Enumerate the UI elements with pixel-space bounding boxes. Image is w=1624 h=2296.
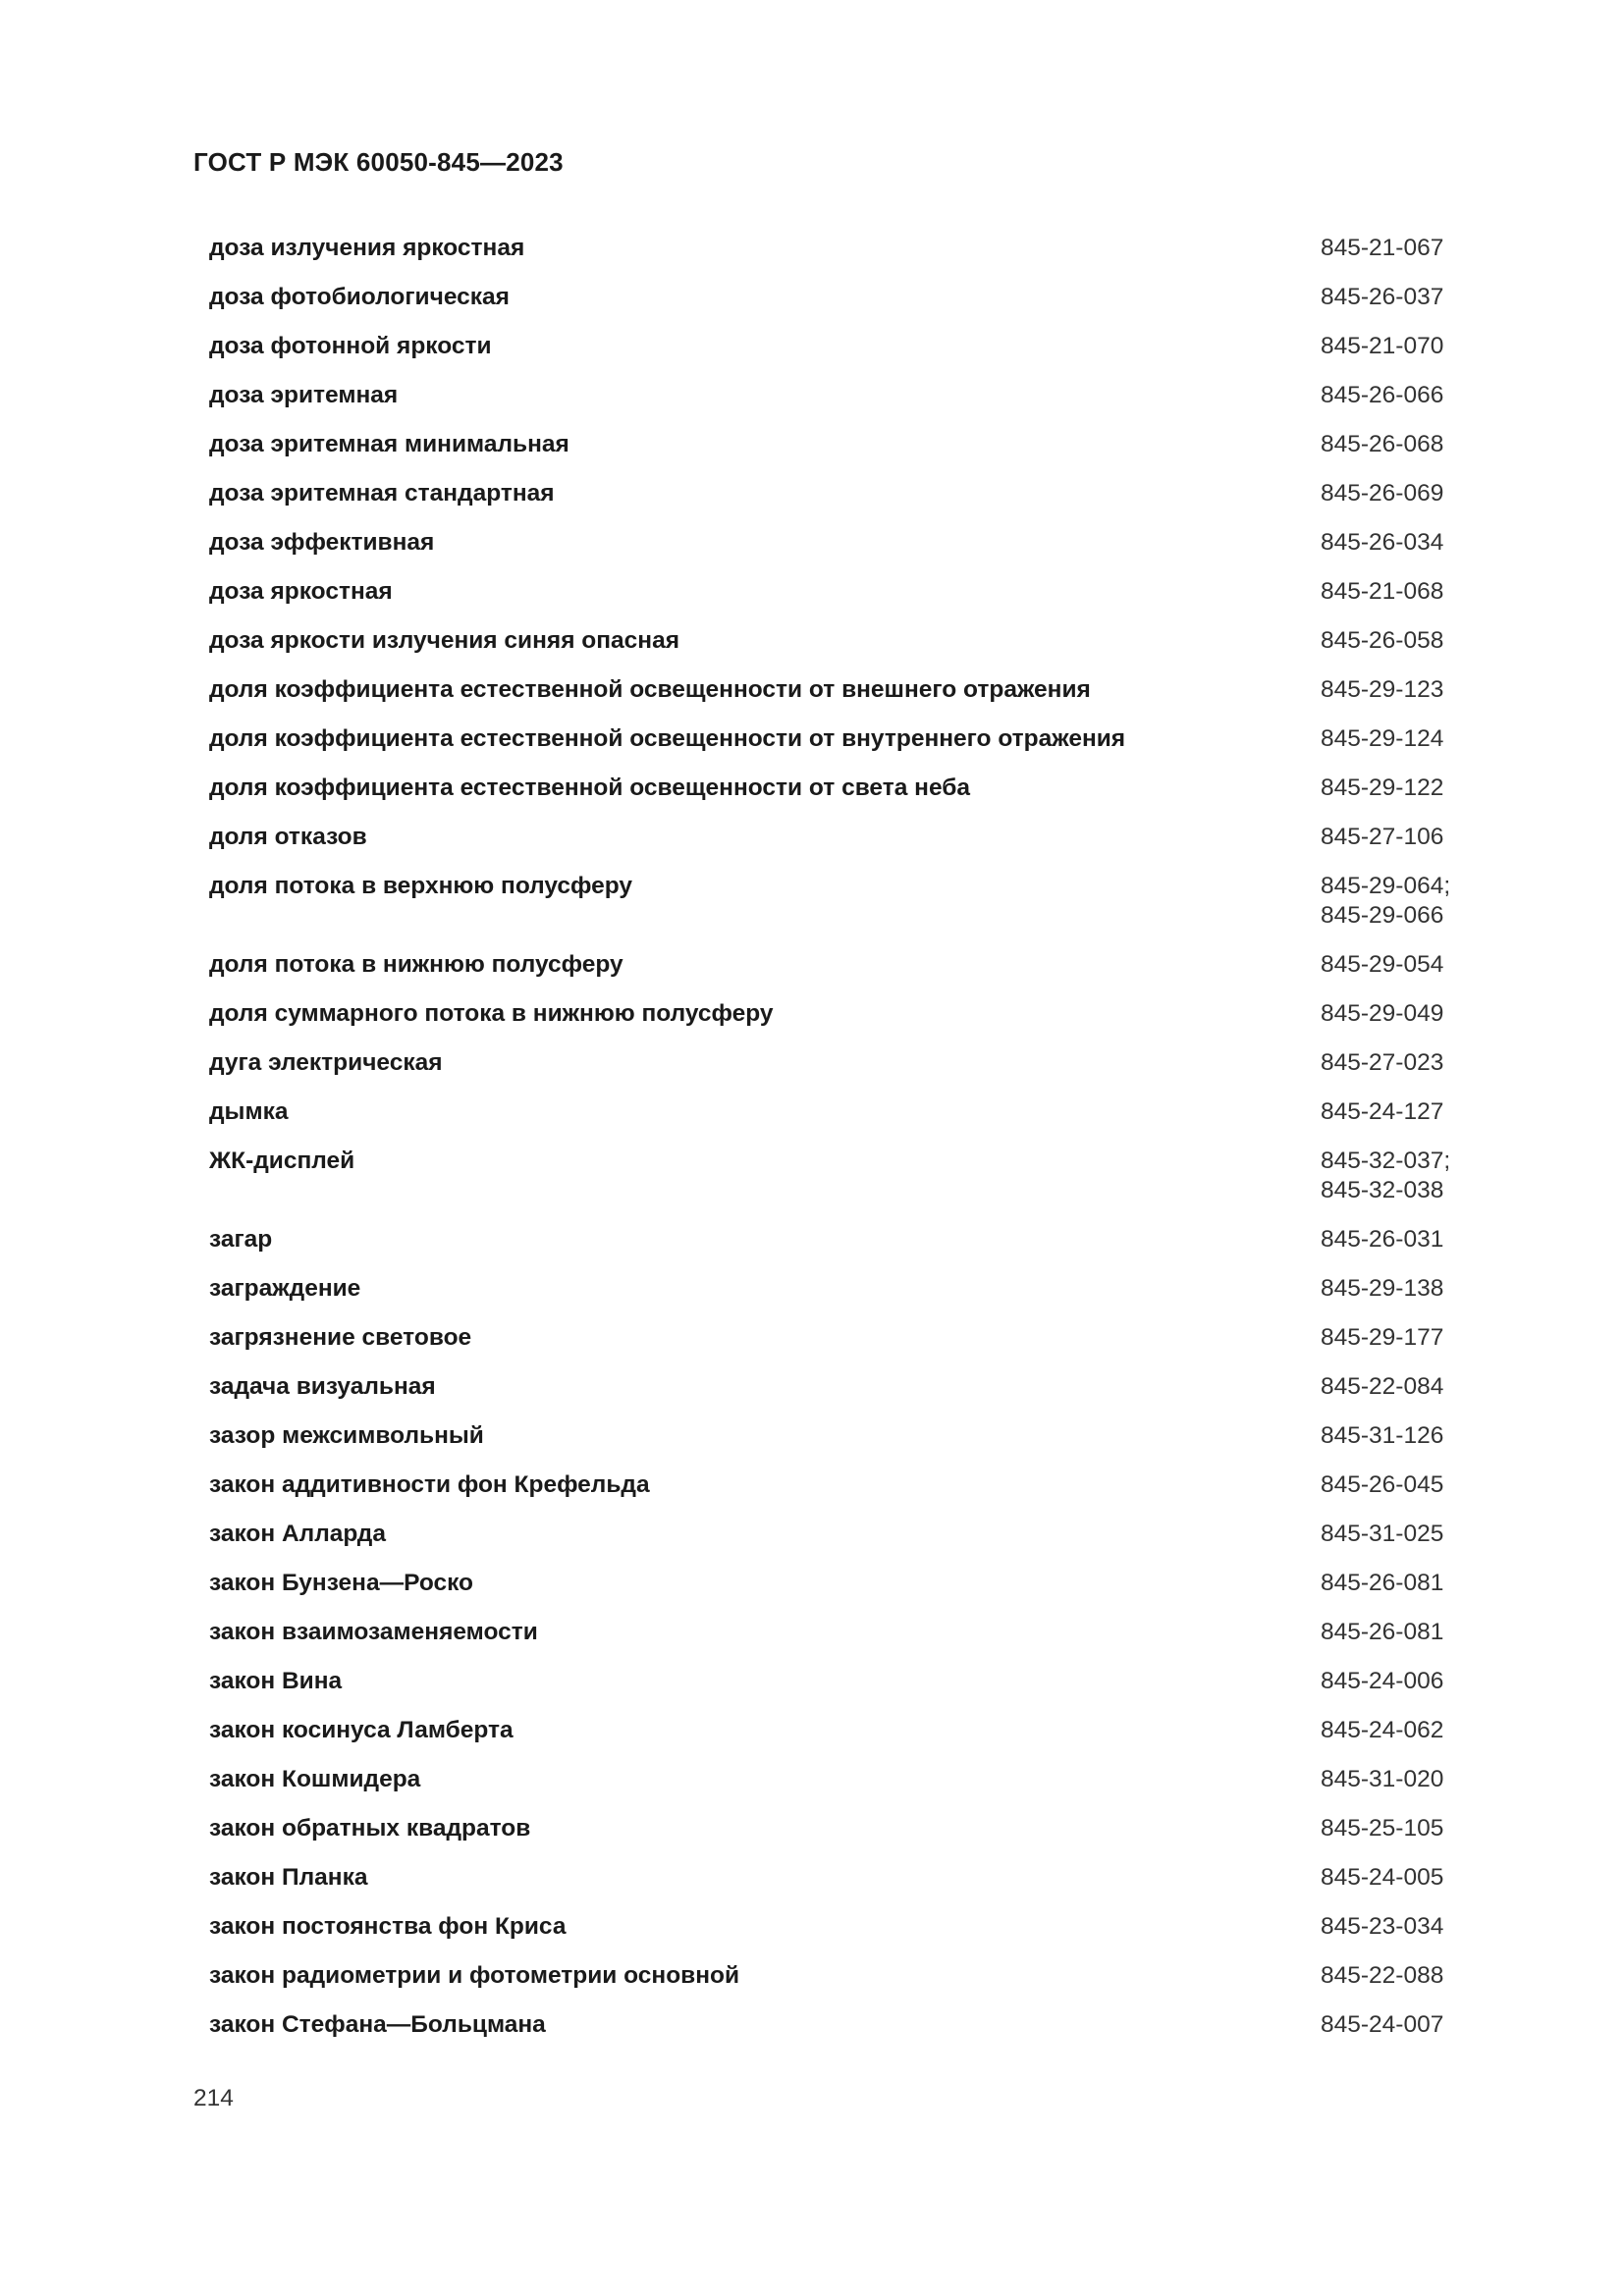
index-entry [209,1225,1456,1274]
entry-term: закон радиометрии и фотометрии основной [209,1962,740,1989]
index-entry [209,823,1456,872]
index-entry [209,1470,1456,1520]
entry-code: 845-26-066 [1321,382,1444,408]
index-entry [209,1097,1456,1147]
page-number: 214 [193,2085,234,2111]
index-entry [209,1520,1456,1569]
entry-code: 845-26-081 [1321,1619,1444,1645]
index-entry [209,1372,1456,1421]
index-entry [209,528,1456,577]
entry-term: закон Планка [209,1864,368,1891]
entry-code: 845-29-124 [1321,725,1444,752]
entry-term: закон Вина [209,1668,343,1694]
entry-code: 845-27-106 [1321,824,1444,850]
index-entry [209,577,1456,626]
entry-code: 845-24-006 [1321,1668,1444,1694]
index-entry [209,950,1456,999]
index-entry [209,2010,1456,2059]
index-entry [209,1863,1456,1912]
entry-code: 845-21-070 [1321,333,1444,359]
entry-term: задача визуальная [209,1373,436,1400]
entry-term: закон постоянства фон Криса [209,1913,567,1940]
entry-code: 845-29-138 [1321,1275,1444,1302]
entry-code: 845-26-034 [1321,529,1444,556]
entry-term: доза эффективная [209,529,435,556]
entry-term: доля коэффициента естественной освещенности от света неба [209,774,971,801]
entry-term: доза яркостная [209,578,393,605]
index-entry [209,479,1456,528]
index-entry [209,1912,1456,1961]
entry-code: 845-31-126 [1321,1422,1444,1449]
entry-code: 845-26-068 [1321,431,1444,457]
entry-term: закон взаимозаменяемости [209,1619,538,1645]
index-entry [209,724,1456,774]
entry-code: 845-22-084 [1321,1373,1444,1400]
entry-term: доля отказов [209,824,367,850]
entry-code: 845-32-037; 845-32-038 [1321,1148,1451,1203]
entry-term: доза фотобиологическая [209,284,510,310]
entry-code: 845-21-067 [1321,235,1444,261]
entry-term: доля коэффициента естественной освещенности от внешнего отражения [209,676,1091,703]
entry-code: 845-27-023 [1321,1049,1444,1076]
index-entry [209,1274,1456,1323]
entry-term: дуга электрическая [209,1049,443,1076]
entry-code: 845-26-069 [1321,480,1444,507]
entry-term: закон Стефана—Больцмана [209,2011,546,2038]
index-entry [209,1569,1456,1618]
entry-code: 845-29-064; 845-29-066 [1321,873,1451,929]
entry-code: 845-29-049 [1321,1000,1444,1027]
index-entry [209,1814,1456,1863]
entry-term: загрязнение световое [209,1324,472,1351]
entry-code: 845-24-127 [1321,1098,1444,1125]
entry-code: 845-29-123 [1321,676,1444,703]
entry-term: загар [209,1226,273,1253]
index-entry [209,1716,1456,1765]
entry-term: закон Кошмидера [209,1766,421,1792]
entry-term: доза фотонной яркости [209,333,492,359]
entry-term: дымка [209,1098,289,1125]
entry-term: доза эритемная минимальная [209,431,569,457]
entry-code: 845-26-031 [1321,1226,1444,1253]
entry-term: заграждение [209,1275,361,1302]
index-entry [209,1667,1456,1716]
entry-code: 845-29-177 [1321,1324,1444,1351]
entry-code: 845-24-005 [1321,1864,1444,1891]
index-entry [209,381,1456,430]
entry-code: 845-29-122 [1321,774,1444,801]
index-entry [209,430,1456,479]
entry-code: 845-23-034 [1321,1913,1444,1940]
entry-term: закон Бунзена—Роско [209,1570,474,1596]
index-entry [209,332,1456,381]
entry-code: 845-26-081 [1321,1570,1444,1596]
index-entry [209,774,1456,823]
entry-term: доля потока в верхнюю полусферу [209,873,633,899]
entry-code: 845-31-020 [1321,1766,1444,1792]
entry-code: 845-29-054 [1321,951,1444,978]
index-entry [209,1048,1456,1097]
index-entry [209,626,1456,675]
entry-term: доза излучения яркостная [209,235,525,261]
entry-term: доля потока в нижнюю полусферу [209,951,623,978]
document-header: ГОСТ Р МЭК 60050-845—2023 [193,147,564,177]
entry-term: закон обратных квадратов [209,1815,531,1842]
index-entry [209,1421,1456,1470]
entry-code: 845-22-088 [1321,1962,1444,1989]
index-entry [209,1618,1456,1667]
index-entry [209,283,1456,332]
entry-code: 845-24-062 [1321,1717,1444,1743]
entry-term: доля суммарного потока в нижнюю полусферу [209,1000,774,1027]
entry-term: доза эритемная стандартная [209,480,555,507]
index-entry [209,1323,1456,1372]
entry-term: доля коэффициента естественной освещенности от внутреннего отражения [209,725,1126,752]
entry-term: ЖК-дисплей [209,1148,355,1174]
entry-code: 845-31-025 [1321,1521,1444,1547]
entry-term: доза яркости излучения синяя опасная [209,627,680,654]
entry-term: закон аддитивности фон Крефельда [209,1471,650,1498]
index-entry [209,872,1456,950]
index-entry [209,675,1456,724]
entry-code: 845-26-058 [1321,627,1444,654]
index-entries [209,234,1456,2059]
entry-term: доза эритемная [209,382,399,408]
entry-code: 845-25-105 [1321,1815,1444,1842]
index-entry [209,999,1456,1048]
entry-term: зазор межсимвольный [209,1422,484,1449]
index-entry [209,1147,1456,1225]
index-entry [209,1961,1456,2010]
index-entry [209,1765,1456,1814]
entry-code: 845-26-037 [1321,284,1444,310]
entry-term: закон Алларда [209,1521,386,1547]
entry-code: 845-24-007 [1321,2011,1444,2038]
entry-code: 845-26-045 [1321,1471,1444,1498]
entry-term: закон косинуса Ламберта [209,1717,514,1743]
entry-code: 845-21-068 [1321,578,1444,605]
index-entry [209,234,1456,283]
